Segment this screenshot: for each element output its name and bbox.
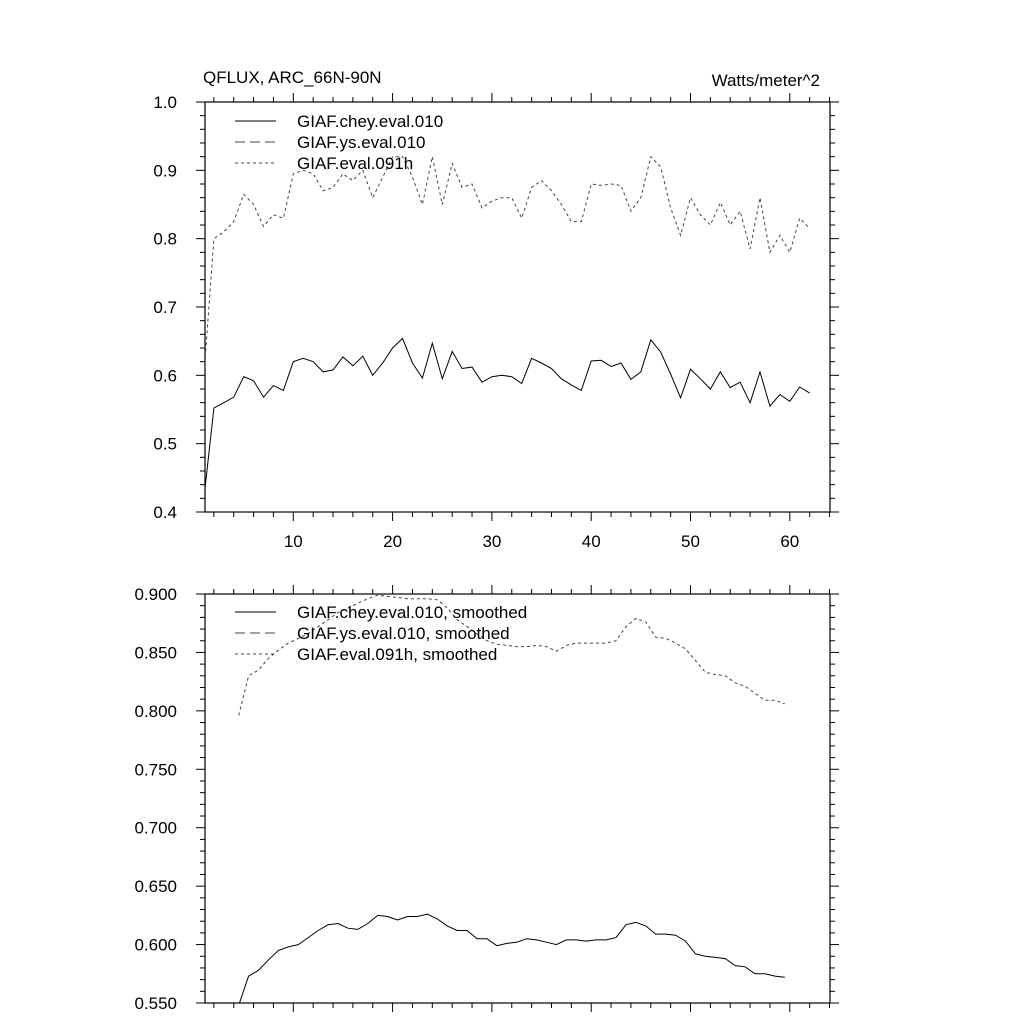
y-tick-label: 0.800 [134,701,177,721]
x-tick-label: 50 [681,532,700,551]
y-tick-label: 0.8 [153,229,177,249]
legend-label: GIAF.eval.091h, smoothed [297,645,498,664]
y-tick-label: 0.4 [153,503,177,522]
y-tick-label: 0.6 [153,366,177,386]
y-tick-label: 0.550 [134,994,177,1013]
y-tick-label: 0.9 [153,161,177,181]
y-tick-label: 0.850 [134,643,177,663]
y-tick-label: 0.750 [134,760,177,780]
legend-label: GIAF.ys.eval.010, smoothed [297,624,510,643]
series-line-solid [204,338,810,498]
y-tick-label: 0.7 [153,298,177,317]
x-tick-label: 40 [581,532,601,551]
series-group [204,157,810,499]
y-tick-label: 0.600 [134,935,177,955]
legend-label: GIAF.ys.eval.010 [297,133,426,152]
y-tick-label: 0.700 [134,818,177,838]
legend-label: GIAF.chey.eval.010 [297,112,444,131]
x-tick-label: 20 [383,532,403,551]
series-line-solid [239,914,785,1005]
units-label: Watts/meter^2 [711,71,820,90]
chart-title: QFLUX, ARC_66N-90N [203,68,382,87]
series-line-dotted [204,157,810,376]
x-tick-label: 10 [283,532,303,551]
y-tick-label: 0.5 [153,434,177,454]
legend-label: GIAF.eval.091h [297,154,414,173]
y-tick-label: 0.900 [134,585,177,604]
legend-label: GIAF.chey.eval.010, smoothed [297,603,528,622]
x-tick-label: 60 [780,532,800,551]
x-tick-label: 30 [482,532,502,551]
y-tick-label: 0.650 [134,877,177,897]
y-tick-label: 1.0 [153,93,177,112]
